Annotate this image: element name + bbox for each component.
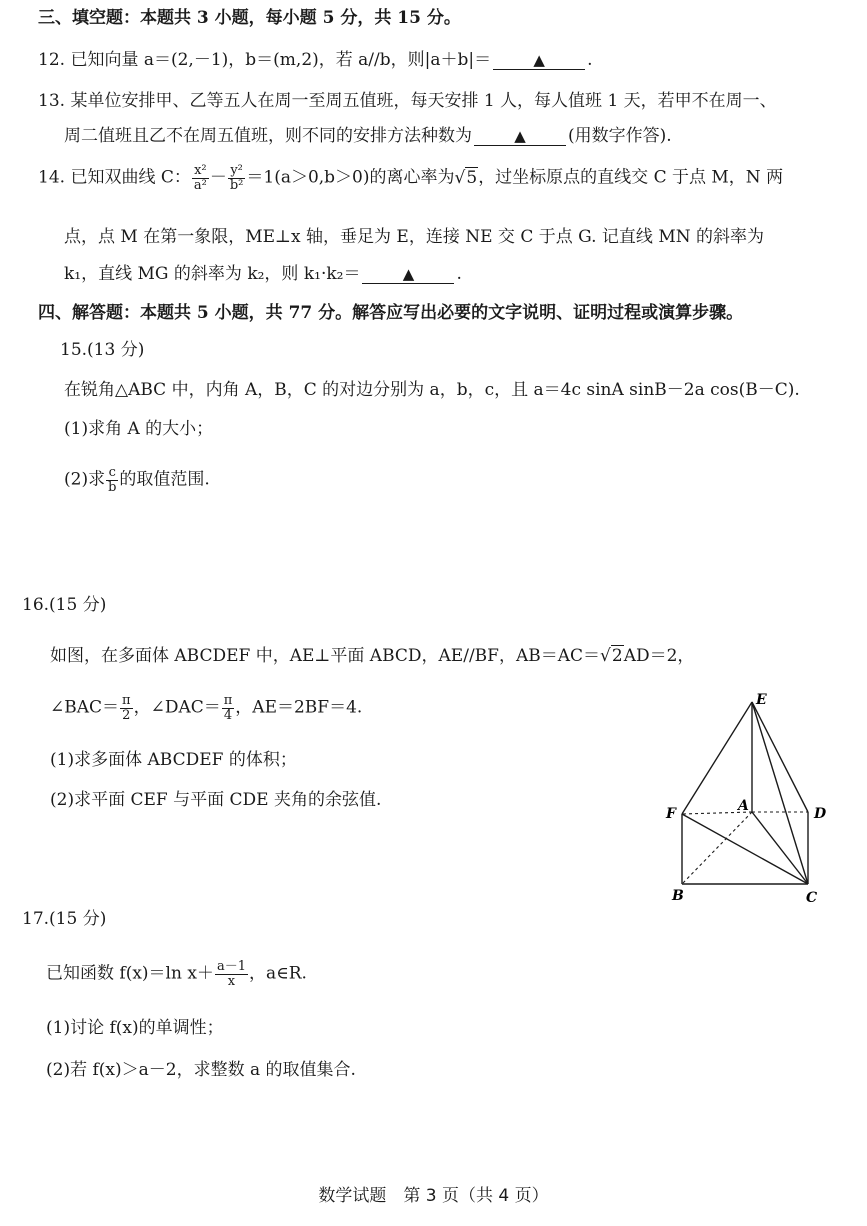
vertex-label-c: C	[806, 890, 818, 906]
question-16-lengths: ，AE＝2BF＝4.	[235, 697, 363, 718]
question-12-text: 12. 已知向量 a＝(2,－1)，b＝(m,2)，若 a//b，则|a＋b|＝	[38, 50, 492, 70]
question-15-part-2	[64, 466, 210, 494]
question-16-part-2: (2)求平面 CEF 与平面 CDE 夹角的余弦值.	[50, 790, 382, 810]
question-16-angles	[50, 694, 362, 722]
question-14-prefix: 14. 已知双曲线 C：	[38, 167, 191, 188]
question-15-part-2-prefix: (2)求	[64, 469, 106, 490]
fraction-pi-4	[222, 694, 235, 722]
question-16-body	[50, 648, 694, 665]
question-14-suffix: ，过坐标原点的直线交 C 于点 M，N 两	[478, 167, 784, 188]
question-13-text: 周二值班且乙不在周五值班，则不同的安排方法种数为	[64, 126, 472, 146]
vertex-label-e: E	[756, 692, 767, 708]
answer-blank-13	[474, 128, 566, 146]
answer-blank-14	[362, 266, 454, 284]
question-16-body-b: AD＝2，	[623, 646, 695, 666]
blank-mark: ▲	[514, 127, 526, 145]
polyhedron-figure	[648, 690, 838, 910]
angle-bac: ∠BAC＝	[50, 697, 120, 718]
question-14-line-2: 点，点 M 在第一象限，ME⊥x 轴，垂足为 E，连接 NE 交 C 于点 G. 记直线 MN 的斜率为	[64, 227, 765, 247]
vertex-label-b: B	[672, 888, 684, 904]
sqrt-5: √5	[454, 167, 478, 188]
fraction-numerator: π	[122, 693, 131, 708]
fraction-denominator: 2	[122, 707, 131, 723]
question-17-domain: ，a∈R.	[248, 963, 307, 984]
vertex-label-a: A	[738, 798, 749, 814]
question-14-equation: ＝1(a＞0,b＞0)的离心率为	[246, 167, 455, 188]
question-17-body	[46, 960, 307, 988]
question-15-label: 15.(13 分)	[60, 340, 145, 360]
minus-sign: －	[209, 167, 227, 188]
page-footer: 数学试题 第 3 页（共 4 页）	[318, 1186, 549, 1206]
fraction-denominator: b	[108, 479, 117, 495]
fraction-denominator: b²	[229, 177, 244, 193]
angle-dac: ，∠DAC＝	[133, 697, 221, 718]
fraction-a-minus-1-over-x	[215, 960, 248, 988]
fraction-c-b	[106, 466, 118, 494]
question-12-end: .	[587, 50, 593, 70]
sqrt-radicand: 2	[611, 646, 623, 666]
question-14-line-1	[38, 164, 783, 192]
fraction-y2-b2	[228, 164, 246, 192]
fraction-denominator: x	[227, 973, 236, 989]
fraction-numerator: x²	[192, 164, 209, 179]
sqrt-2: √2	[600, 646, 623, 666]
blank-mark: ▲	[402, 265, 415, 283]
question-17-part-1: (1)讨论 f(x)的单调性；	[46, 1018, 224, 1038]
question-16-label: 16.(15 分)	[22, 595, 107, 615]
fraction-denominator: 4	[223, 707, 233, 723]
question-15-body: 在锐角△ABC 中，内角 A，B，C 的对边分别为 a，b，c，且 a＝4c sinA sinB－2a cos(B－C).	[64, 380, 800, 400]
question-13-line-1: 13. 某单位安排甲、乙等五人在周一至周五值班，每天安排 1 人，每人值班 1 天，若甲不在周一、	[38, 91, 777, 111]
question-17-part-2: (2)若 f(x)＞a－2，求整数 a 的取值集合.	[46, 1060, 356, 1080]
vertex-label-d: D	[814, 806, 827, 822]
fraction-denominator: a²	[193, 177, 207, 193]
question-14-end: .	[456, 264, 462, 284]
fraction-pi-2	[120, 694, 133, 722]
section-4-header: 四、解答题：本题共 5 小题，共 77 分。解答应写出必要的文字说明、证明过程或演算步骤。	[38, 303, 744, 323]
answer-blank-12	[493, 52, 585, 70]
fraction-numerator: a－1	[216, 959, 246, 974]
blank-mark: ▲	[533, 51, 545, 69]
question-14-text: k₁，直线 MG 的斜率为 k₂，则 k₁·k₂＝	[64, 264, 361, 284]
question-12	[38, 52, 593, 70]
question-16-part-1: (1)求多面体 ABCDEF 的体积；	[50, 750, 297, 770]
question-17-function: 已知函数 f(x)＝ln x＋	[46, 963, 214, 984]
fraction-numerator: c	[106, 466, 118, 481]
section-3-header: 三、填空题：本题共 3 小题，每小题 5 分，共 15 分。	[38, 8, 461, 28]
vertex-label-f: F	[666, 806, 676, 822]
sqrt-radicand: 5	[466, 167, 478, 188]
question-15-part-2-suffix: 的取值范围.	[119, 469, 210, 490]
question-15-part-1: (1)求角 A 的大小；	[64, 419, 214, 439]
fraction-numerator: y²	[228, 164, 246, 179]
question-17-label: 17.(15 分)	[22, 909, 107, 929]
question-13-line-2	[64, 128, 672, 146]
question-13-end: (用数字作答).	[568, 126, 672, 146]
question-16-body-a: 如图，在多面体 ABCDEF 中，AE⊥平面 ABCD，AE//BF，AB＝AC＝	[50, 646, 601, 666]
question-14-line-3	[64, 266, 462, 284]
fraction-x2-a2	[192, 164, 209, 192]
fraction-numerator: π	[223, 693, 233, 708]
